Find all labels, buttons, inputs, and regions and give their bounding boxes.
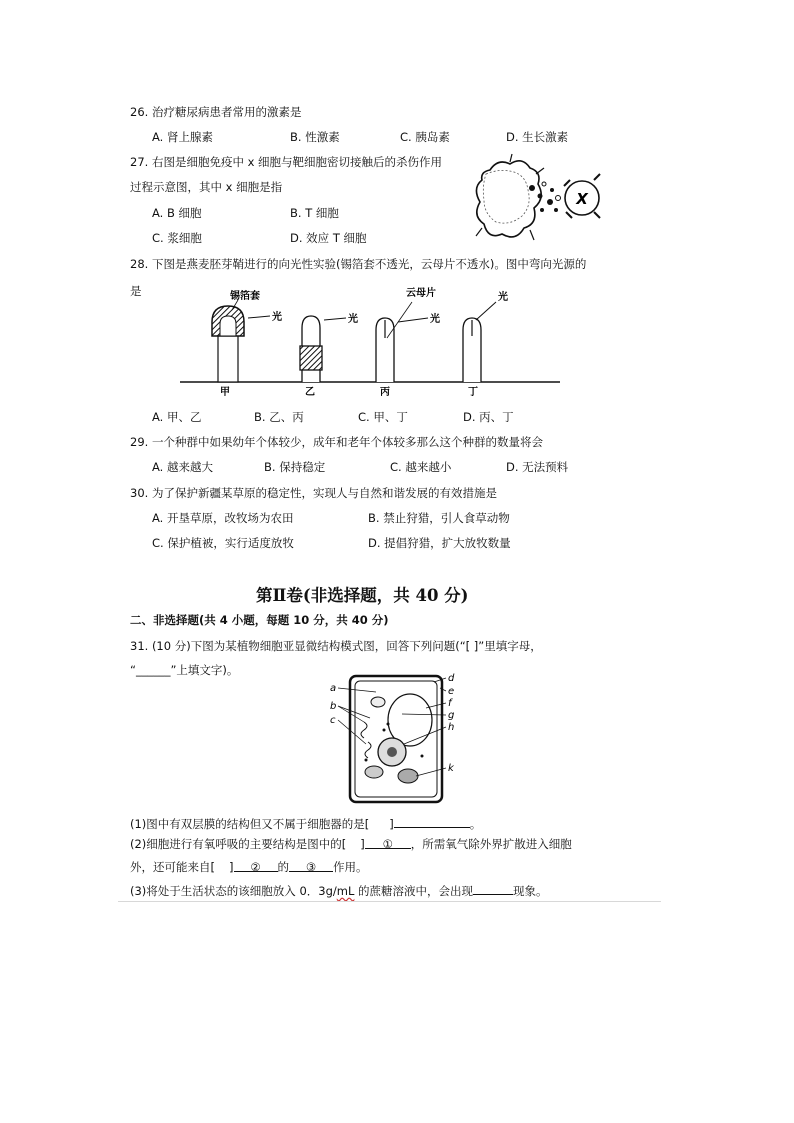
q28-figure-phototropism <box>180 282 560 400</box>
plant-label-ding: 丁 <box>468 387 478 398</box>
label-e: e <box>448 686 455 697</box>
page-divider <box>118 901 661 902</box>
q27-option-a: A. B 细胞 <box>152 206 202 220</box>
mica-label: 云母片 <box>406 288 436 299</box>
q31-sub1-bracket-close: ] <box>389 817 394 831</box>
q28-option-a: A. 甲、乙 <box>152 410 202 424</box>
foil-label: 锡箔套 <box>230 291 260 302</box>
q31-sub2-text-cont: ，所需氧气除外界扩散进入细胞 <box>410 837 572 851</box>
mitochondrion <box>371 697 385 707</box>
answer-blank-1[interactable] <box>365 836 411 849</box>
label-d: d <box>448 673 455 684</box>
q26-stem: 26. 治疗糖尿病患者常用的激素是 <box>130 105 302 119</box>
q31-sub3-text-cont: 的蔗糖溶液中，会出现 <box>354 884 474 898</box>
label-c: c <box>330 715 336 726</box>
q31-stem-line2: “______”上填文字)。 <box>130 663 239 677</box>
q27-stem-line1: 27. 右图是细胞免疫中 x 细胞与靶细胞密切接触后的杀伤作用 <box>130 155 443 169</box>
light-label: 光 <box>272 312 282 323</box>
q29-option-b: B. 保持稳定 <box>264 460 326 474</box>
q31-sub1-period: 。 <box>469 817 482 831</box>
q31-sub2-line2-text: 外，还可能来自[ <box>130 860 215 874</box>
q28-option-d: D. 丙、丁 <box>463 410 514 424</box>
q29-option-a: A. 越来越大 <box>152 460 213 474</box>
q31-sub1 <box>130 815 481 832</box>
q31-sub2-line1 <box>130 836 572 852</box>
q26-option-d: D. 生长激素 <box>506 130 569 144</box>
q28-stem-line2: 是 <box>130 284 142 298</box>
q29-stem: 29. 一个种群中如果幼年个体较少，成年和老年个体较多那么这个种群的数量将会 <box>130 435 543 449</box>
label-g: g <box>448 710 455 721</box>
q31-sub2-line2-de: 的 <box>277 860 289 874</box>
x-cell <box>564 174 600 218</box>
answer-blank[interactable] <box>473 882 513 895</box>
foil-sleeve <box>300 346 322 370</box>
q31-sub2-line2-bracket-close: ] <box>229 860 234 874</box>
q28-option-c: C. 甲、丁 <box>358 410 408 424</box>
q26-option-a: A. 肾上腺素 <box>152 130 213 144</box>
q31-sub3-end: 现象。 <box>513 884 548 898</box>
q27-option-d: D. 效应 T 细胞 <box>290 231 367 245</box>
q27-option-b: B. T 细胞 <box>290 206 339 220</box>
q26-option-c: C. 胰岛素 <box>400 130 450 144</box>
light-label: 光 <box>498 292 508 303</box>
label-k: k <box>448 763 454 774</box>
q31-sub1-text: (1)图中有双层膜的结构但又不属于细胞器的是[ <box>130 817 370 831</box>
q29-option-c: C. 越来越小 <box>390 460 452 474</box>
answer-blank-2[interactable] <box>234 859 278 872</box>
q27-figure-cell-killing <box>470 150 620 250</box>
coleoptile-yi <box>300 312 358 398</box>
light-label: 光 <box>430 314 440 325</box>
q27-stem-line2: 过程示意图，其中 x 细胞是指 <box>130 180 283 194</box>
q26-option-b: B. 性激素 <box>290 130 340 144</box>
q31-sub3-unit: mL <box>336 884 355 898</box>
coleoptile-bing <box>376 286 440 398</box>
q31-sub3-text: (3)将处于生活状态的该细胞放入 0．3g/ <box>130 884 337 898</box>
q30-option-a: A. 开垦草原，改牧场为农田 <box>152 511 294 525</box>
section2-heading: 二、非选择题(共 4 小题，每题 10 分，共 40 分) <box>130 613 389 627</box>
chloroplast <box>365 766 383 778</box>
label-h: h <box>448 722 455 733</box>
section2-title: 第Ⅱ卷(非选择题，共 40 分) <box>256 586 469 605</box>
q30-stem: 30. 为了保护新疆某草原的稳定性，实现人与自然和谐发展的有效措施是 <box>130 486 497 500</box>
x-cell-label: X <box>576 190 588 208</box>
q28-option-b: B. 乙、丙 <box>254 410 304 424</box>
plant-label-bing: 丙 <box>380 387 390 398</box>
q30-option-d: D. 提倡狩猎，扩大放牧数量 <box>368 536 511 550</box>
target-cell <box>476 161 541 237</box>
q27-option-c: C. 浆细胞 <box>152 231 202 245</box>
q31-sub3 <box>130 882 548 899</box>
q30-option-b: B. 禁止狩猎，引人食草动物 <box>368 511 510 525</box>
q28-stem-line1: 28. 下图是燕麦胚芽鞘进行的向光性实验(锡箔套不透光，云母片不透水)。图中弯向光源的 <box>130 257 587 271</box>
q30-option-c: C. 保护植被，实行适度放牧 <box>152 536 294 550</box>
light-label: 光 <box>348 314 358 325</box>
q31-sub2-text: (2)细胞进行有氧呼吸的主要结构是图中的[ <box>130 837 347 851</box>
label-b: b <box>330 701 337 712</box>
q29-option-d: D. 无法预料 <box>506 460 569 474</box>
q31-sub2-bracket-close: ] <box>360 837 365 851</box>
blank-mark-1: ① <box>382 837 393 851</box>
plant-label-yi: 乙 <box>305 387 315 398</box>
blank-mark-3: ③ <box>305 860 317 874</box>
label-f: f <box>448 698 452 709</box>
q31-sub2-line2 <box>130 859 368 875</box>
answer-blank-3[interactable] <box>289 859 333 872</box>
chloroplast <box>398 769 418 783</box>
q31-sub2-line2-end: 作用。 <box>333 860 368 874</box>
blank-mark-2: ② <box>250 860 261 874</box>
answer-blank[interactable] <box>394 815 470 828</box>
q31-figure-plant-cell <box>322 672 462 810</box>
label-a: a <box>330 683 337 694</box>
q31-stem-line1: 31. (10 分)下图为某植物细胞亚显微结构模式图，回答下列问题(“[ ]”里填字母， <box>130 639 542 653</box>
plant-label-jia: 甲 <box>220 387 230 398</box>
